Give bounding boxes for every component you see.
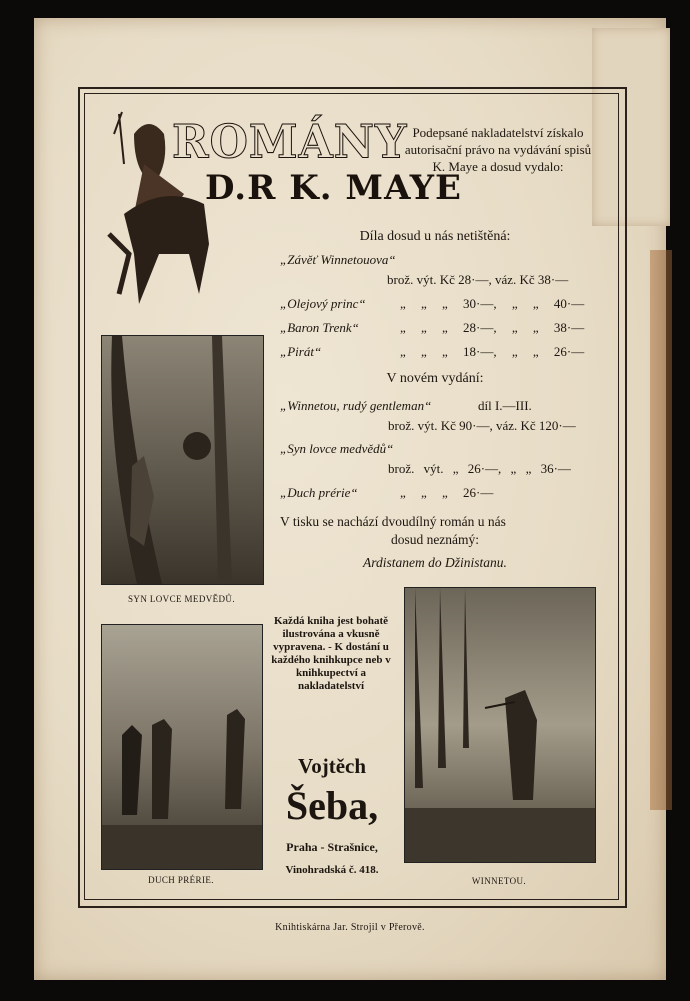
in-print-line1: V tisku se nachází dvoudílný román u nás — [280, 514, 506, 529]
forest-bear-illustration — [101, 335, 264, 585]
book-prices: „ „ „ 28·—, „ „ 38·— — [400, 320, 585, 335]
caption-syn-lovce: SYN LOVCE MEDVĚDŮ. — [128, 594, 235, 604]
book-title: „Winnetou, rudý gentleman“ — [280, 398, 432, 413]
order-info: Každá kniha jest bohatě ilustrována a vkusně vypravena. - K dostání u každého knihkupce neb v knihkupectví a nakladatelství — [271, 615, 391, 692]
in-print-line2: dosud neznámý: — [390, 532, 480, 547]
book-title: „Pirát“ — [280, 344, 322, 359]
in-print-title: Ardistanem do Džinistanu. — [363, 555, 507, 570]
publisher-city: Praha - Strašnice, — [286, 840, 378, 854]
winnetou-forest-illustration — [404, 587, 596, 863]
printer-credit: Knihtiskárna Jar. Strojil v Přerově. — [275, 922, 425, 933]
prairie-men-illustration — [101, 624, 263, 870]
title-author: D.R K. MAYE — [205, 168, 462, 208]
caption-duch-prerie: DUCH PRÉRIE. — [148, 875, 214, 885]
book-prices: „ „ „ 30·—, „ „ 40·— — [400, 296, 585, 311]
book-title: „Závěť Winnetouova“ — [280, 252, 396, 267]
publisher-street: Vinohradská č. 418. — [285, 864, 379, 876]
book-title: „Duch prérie“ — [280, 485, 358, 500]
book-prices: brož. výt. Kč 90·—, váz. Kč 120·— — [388, 418, 576, 433]
intro-text: Podepsané nakladatelství získalo autorisační právo na vydávání spisů K. Maye a dosud vydalo: — [404, 125, 592, 174]
book-prices: „ „ „ 26·— — [400, 485, 494, 500]
heading-unprinted: Díla dosud u nás netištěná: — [359, 229, 511, 244]
book-title: „Baron Trenk“ — [280, 320, 359, 335]
publisher-first-name: Vojtěch — [297, 754, 367, 778]
heading-new-edition: V novém vydání: — [386, 371, 484, 386]
title-romany: ROMÁNY — [172, 115, 408, 170]
book-part: díl I.—III. — [478, 398, 532, 413]
book-prices: brož. výt. „ 26·—, „ „ 36·— — [388, 461, 571, 476]
paper-stain — [650, 250, 672, 810]
caption-winnetou: WINNETOU. — [471, 876, 527, 886]
book-prices: „ „ „ 18·—, „ „ 26·— — [400, 344, 585, 359]
publisher-last-name: Šeba, — [285, 783, 379, 828]
book-title: „Syn lovce medvědů“ — [280, 441, 394, 456]
book-title: „Olejový princ“ — [280, 296, 366, 311]
book-prices: brož. výt. Kč 28·—, váz. Kč 38·— — [387, 272, 569, 287]
